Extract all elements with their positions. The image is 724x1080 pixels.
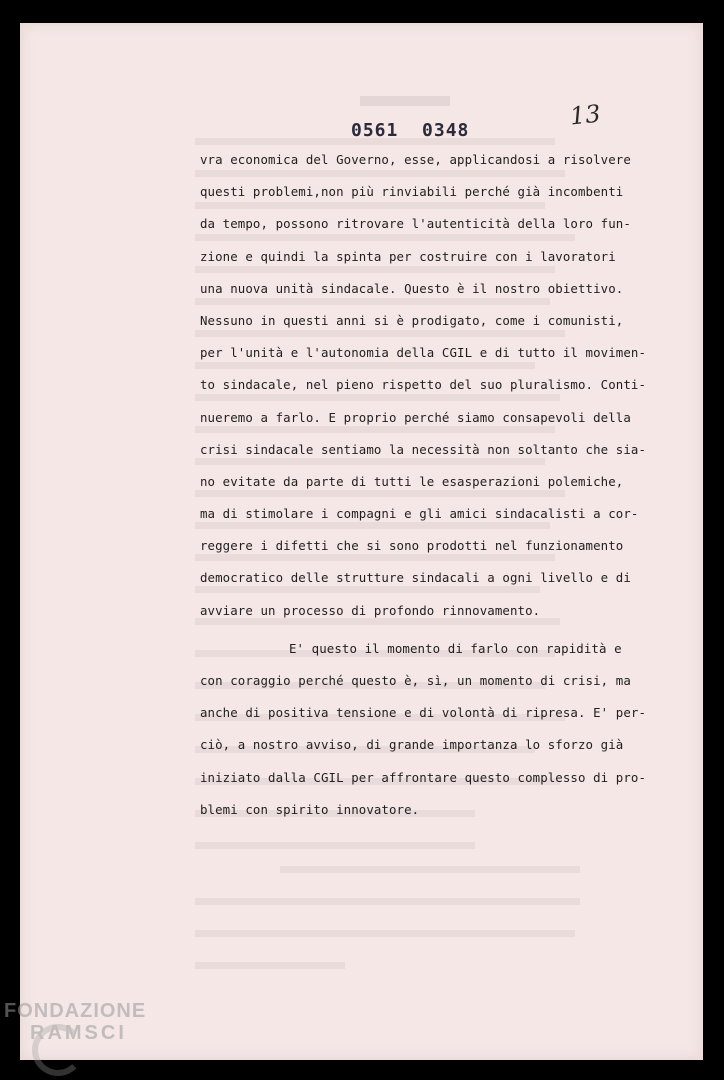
text-line: no evitate da parte di tutti le esasperazioni polemiche, <box>200 473 624 489</box>
document-body <box>200 150 647 832</box>
text-line: crisi sindacale sentiamo la necessità non soltanto che sia- <box>200 441 647 457</box>
text-line: una nuova unità sindacale. Questo è il nostro obiettivo. <box>200 280 624 296</box>
fondazione-gramsci-watermark <box>4 1000 146 1044</box>
text-line: per l'unità e l'autonomia della CGIL e di tutto il movimen- <box>200 345 647 361</box>
text-line: to sindacale, nel pieno rispetto del suo pluralismo. Conti- <box>200 377 647 393</box>
handwritten-page-number: 13 <box>568 99 602 131</box>
text-line: questi problemi,non più rinviabili perché già incombenti <box>200 184 624 200</box>
text-line: Nessuno in questi anni si è prodigato, come i comunisti, <box>200 312 624 328</box>
text-line: ciò, a nostro avviso, di grande importanza lo sforzo già <box>200 737 624 753</box>
archive-number: 0561 0348 <box>351 120 470 141</box>
text-line: anche di positiva tensione e di volontà di ripresa. E' per- <box>200 705 647 721</box>
watermark-g-logo-icon <box>32 1024 84 1076</box>
text-line: zione e quindi la spinta per costruire con i lavoratori <box>200 248 616 264</box>
text-line: da tempo, possono ritrovare l'autenticità della loro fun- <box>200 216 631 232</box>
text-line: democratico delle strutture sindacali a ogni livello e di <box>200 570 631 586</box>
text-line: blemi con spirito innovatore. <box>200 801 420 817</box>
text-line: nueremo a farlo. E proprio perché siamo consapevoli della <box>200 409 631 425</box>
text-line: ma di stimolare i compagni e gli amici sindacalisti a cor- <box>200 506 639 522</box>
watermark-line-2: RAMSCI <box>30 1022 127 1044</box>
text-line: vra economica del Governo, esse, applicandosi a risolvere <box>200 152 631 167</box>
text-line: iniziato dalla CGIL per affrontare questo complesso di pro- <box>200 769 647 785</box>
text-line: con coraggio perché questo è, sì, un momento di crisi, ma <box>200 673 631 688</box>
text-line: avviare un processo di profondo rinnovamento. <box>200 602 541 618</box>
text-line: reggere i difetti che si sono prodotti nel funzionamento <box>200 538 624 554</box>
watermark-line-1: FONDAZIONE <box>4 1000 147 1022</box>
text-line: E' questo il momento di farlo con rapidità e <box>289 640 622 656</box>
